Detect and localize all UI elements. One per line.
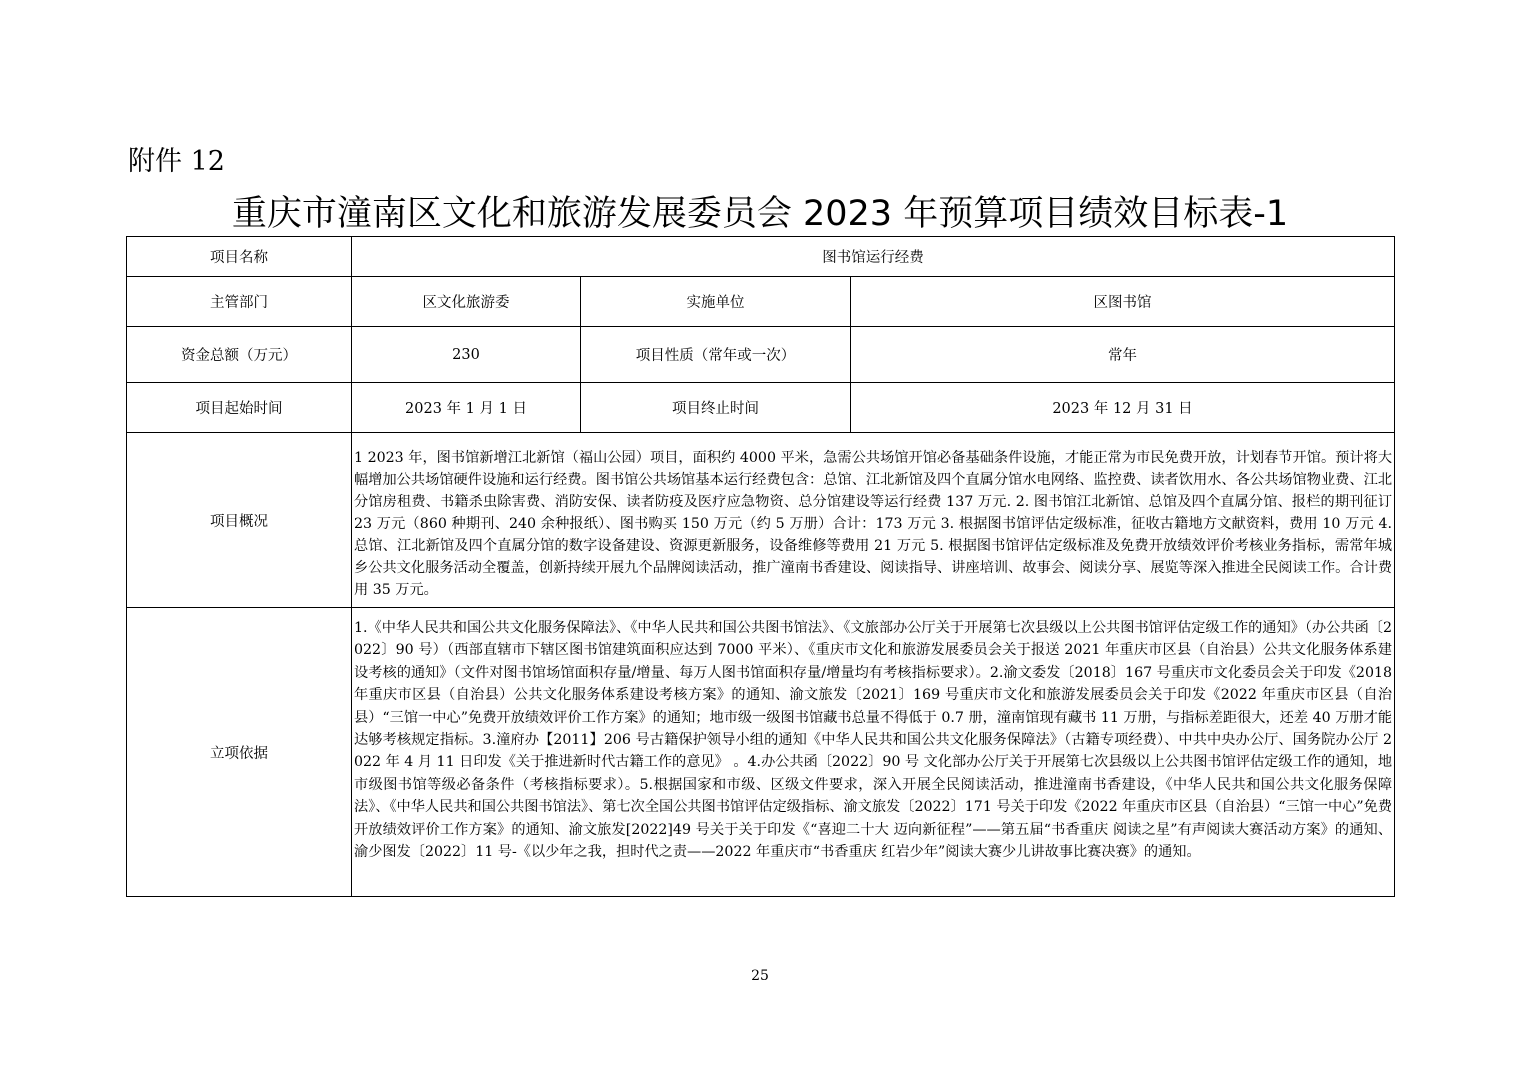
department-value: 区文化旅游委 (352, 277, 581, 327)
implementer-value: 区图书馆 (851, 277, 1395, 327)
performance-target-table (126, 236, 1395, 897)
end-time-label: 项目终止时间 (581, 383, 851, 433)
row-overview (127, 433, 1395, 608)
page-number: 25 (751, 968, 769, 984)
project-name-label: 项目名称 (127, 237, 352, 277)
nature-label: 项目性质（常年或一次） (581, 327, 851, 383)
department-label: 主管部门 (127, 277, 352, 327)
basis-label: 立项依据 (127, 608, 352, 897)
implementer-label: 实施单位 (581, 277, 851, 327)
row-project-name (127, 237, 1395, 277)
attachment-number: 12 (190, 146, 225, 177)
overview-text: 1 2023 年，图书馆新增江北新馆（福山公园）项目，面积约 4000 平米，急需公共场馆开馆必备基础条件设施，才能正常为市民免费开放，计划春节开馆。预计将大幅增加公共场馆硬件设施和运行经费。图书馆公共场馆基本运行经费包含：总馆、江北新馆及四个直属分馆水电网络、监控费、读者饮用水、各公共场馆物业费、江北分馆房租费、书籍杀虫除害费、消防安保、读者防疫及医疗应急物资、总分馆建设等运行经费 137 万元. 2. 图书馆江北新馆、总馆及四个直属分馆、报栏的期刊征订 23 万元（860 种期刊、240 余种报纸）、图书购买 150 万元（约 5 万册）合计：173 万元 3. 根据图书馆评估定级标准，征收古籍地方文献资料，费用 10 万元 4. 总馆、江北新馆及四个直属分馆的数字设备建设、资源更新服务，设备维修等费用 21 万元 5. 根据图书馆评估定级标准及免费开放绩效评价考核业务指标，需常年城乡公共文化服务活动全覆盖，创新持续开展九个品牌阅读活动，推广潼南书香建设、阅读指导、讲座培训、故事会、阅读分享、展览等深入推进全民阅读工作。合计费用 35 万元。 (352, 433, 1395, 608)
funds-label: 资金总额（万元） (127, 327, 352, 383)
row-dates (127, 383, 1395, 433)
nature-value: 常年 (851, 327, 1395, 383)
row-basis (127, 608, 1395, 897)
start-time-label: 项目起始时间 (127, 383, 352, 433)
project-name-value: 图书馆运行经费 (352, 237, 1395, 277)
basis-text: 1.《中华人民共和国公共文化服务保障法》、《中华人民共和国公共图书馆法》、《文旅部办公厅关于开展第七次县级以上公共图书馆评估定级工作的通知》（办公共函〔2022〕90 号）（西部直辖市下辖区图书馆建筑面积应达到 7000 平米）、《重庆市文化和旅游发展委员会关于报送 2021 年重庆市区县（自治县）公共文化服务体系建设考核的通知》（文件对图书馆场馆面积存量/增量、每万人图书馆面积存量/增量均有考核指标要求）。2.渝文委发〔2018〕167 号重庆市文化委员会关于印发《2018 年重庆市区县（自治县）公共文化服务体系建设考核方案》的通知、渝文旅发〔2021〕169 号重庆市文化和旅游发展委员会关于印发《2022 年重庆市区县（自治县）“三馆一中心”免费开放绩效评价工作方案》的通知；地市级一级图书馆藏书总量不得低于 0.7 册，潼南馆现有藏书 11 万册，与指标差距很大，还差 40 万册才能达够考核规定指标。3.潼府办【2011】206 号古籍保护领导小组的通知《中华人民共和国公共文化服务保障法》（古籍专项经费）、中共中央办公厅、国务院办公厅 2022 年 4 月 11 日印发《关于推进新时代古籍工作的意见》 。4.办公共函〔2022〕90 号 文化部办公厅关于开展第七次县级以上公共图书馆评估定级工作的通知，地市级图书馆等级必备条件（考核指标要求）。5.根据国家和市级、区级文件要求，深入开展全民阅读活动，推进潼南书香建设，《中华人民共和国公共文化服务保障法》、《中华人民共和国公共图书馆法》、第七次全国公共图书馆评估定级指标、渝文旅发〔2022〕171 号关于印发《2022 年重庆市区县（自治县）“三馆一中心”免费开放绩效评价工作方案》的通知、渝文旅发[2022]49 号关于关于印发《“喜迎二十大 迈向新征程”——第五届“书香重庆 阅读之星”有声阅读大赛活动方案》的通知、渝少图发〔2022〕11 号-《以少年之我，担时代之责——2022 年重庆市“书香重庆 红岩少年”阅读大赛少儿讲故事比赛决赛》的通知。 (352, 608, 1395, 897)
start-time-value: 2023 年 1 月 1 日 (352, 383, 581, 433)
funds-value: 230 (352, 327, 581, 383)
attachment-label (128, 142, 225, 182)
row-funds (127, 327, 1395, 383)
overview-label: 项目概况 (127, 433, 352, 608)
document-title: 重庆市潼南区文化和旅游发展委员会 2023 年预算项目绩效目标表-1 (231, 194, 1289, 234)
row-department (127, 277, 1395, 327)
end-time-value: 2023 年 12 月 31 日 (851, 383, 1395, 433)
attachment-prefix: 附件 (128, 146, 182, 177)
